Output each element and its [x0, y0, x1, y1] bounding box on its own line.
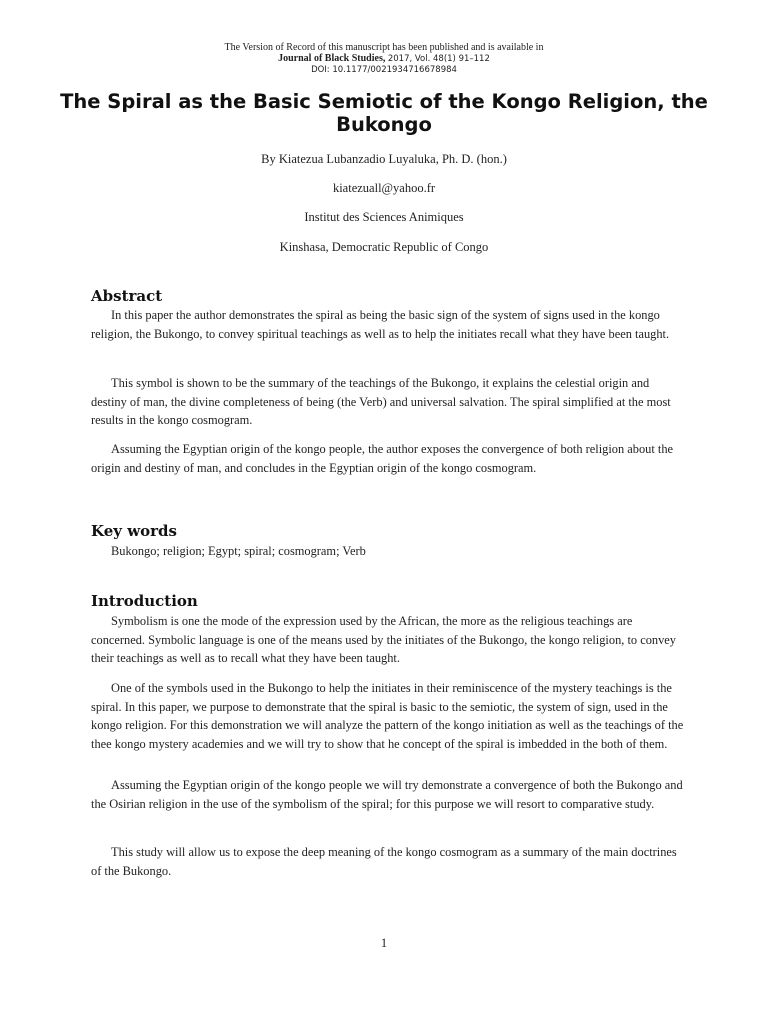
doi: DOI: 10.1177/0021934716678984: [311, 65, 457, 75]
paper-title: The Spiral as the Basic Semiotic of the Kongo Religion, the Bukongo: [60, 90, 708, 136]
publication-notice: [0, 42, 768, 76]
abstract-paragraph: Assuming the Egyptian origin of the kongo people, the author exposes the convergence of both religion about the origin and destiny of man, and concludes in the Egyptian origin of the kongo cosmogram.: [91, 442, 674, 475]
journal-name: Journal of Black Studies,: [278, 53, 386, 64]
intro-paragraph: Assuming the Egyptian origin of the kongo people we will try demonstrate a convergence of both the Bukongo and the Osirian religion in the use of the symbolism of the spiral; for this purpose we will resort to comparative study.: [91, 778, 683, 811]
keywords-text: Bukongo; religion; Egypt; spiral; cosmogram; Verb: [111, 544, 366, 558]
email[interactable]: kiatezuall@yahoo.fr: [332, 181, 436, 195]
location: Kinshasa, Democratic Republic of Congo: [279, 240, 489, 254]
institution: Institut des Sciences Animiques: [304, 210, 464, 224]
page-number: 1: [380, 936, 388, 950]
intro-paragraph: This study will allow us to expose the deep meaning of the kongo cosmogram as a summary of the main doctrines of the Bukongo.: [91, 845, 677, 878]
intro-paragraph: Symbolism is one the mode of the expression used by the African, the more as the religious teachings are concerned. Symbolic language is one of the means used by the initiates of the Bukongo, the kongo religion, to convey their teachings as well as to recall what they have been taught.: [91, 614, 676, 666]
intro-paragraph: One of the symbols used in the Bukongo to help the initiates in their reminiscence of the mystery teachings is the spiral. In this paper, we purpose to demonstrate that the spiral is basic to the semiotic, the system of sign, used in the kongo religion. For this demonstration we will analyze the pattern of the kongo initiation as well as the teachings of the thee kongo mystery academies and we will try to show that he concept of the spiral is imbedded in the both of them.: [91, 681, 684, 752]
author: By Kiatezua Lubanzadio Luyaluka, Ph. D. (hon.): [261, 152, 507, 166]
abstract-paragraph: This symbol is shown to be the summary of the teachings of the Bukongo, it explains the celestial origin and destiny of man, the divine completeness of being (the Verb) and universal salvation. The spiral simplified at the most results in the kongo cosmogram.: [91, 376, 671, 428]
abstract-paragraph: In this paper the author demonstrates the spiral as being the basic sign of the system of signs used in the kongo religion, the Bukongo, to convey spiritual teachings as well as to help the initiates recall what they have been taught.: [91, 308, 670, 341]
citation: 2017, Vol. 48(1) 91–112: [387, 54, 490, 64]
abstract-heading: Abstract: [91, 287, 163, 305]
version-notice: The Version of Record of this manuscript has been published and is available in: [224, 42, 544, 53]
introduction-heading: Introduction: [91, 592, 198, 610]
keywords-heading: Key words: [91, 522, 177, 540]
